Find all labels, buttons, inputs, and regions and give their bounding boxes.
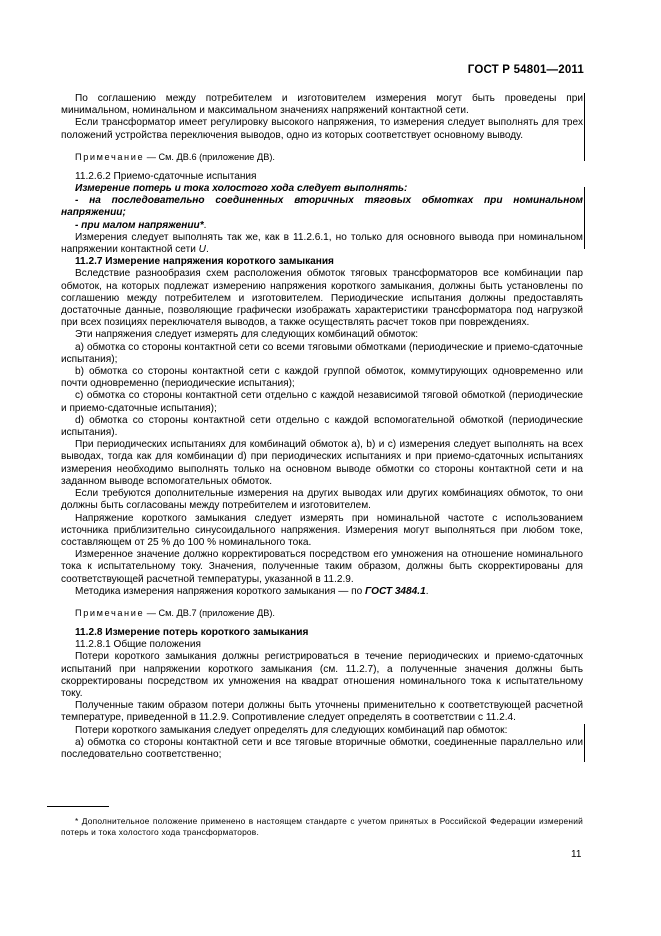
punctuation: . [425,585,429,597]
paragraph: При периодических испытаниях для комбинаций обмоток а), b) и с) измерения следует выполнять на всех выводах, тогда как для комбинации d) при периодических испытаниях и при приемо-сдаточных испытаниях измерения необходимо выполнять только на основном выводе обмотки со стороны контактной сети и на заданном выводе вспомогательных обмоток. [61,439,583,487]
note-text: — См. ДВ.6 (приложение ДВ). [144,151,275,162]
variable-symbol: U [198,244,206,256]
paragraph-text: Методика измерения напряжения короткого замыкания — по [75,585,366,597]
change-bar [584,724,585,762]
section-heading: 11.2.7 Измерение напряжения короткого замыкания [75,256,334,268]
note-label: Примечание [75,151,145,162]
paragraph [61,232,583,256]
paragraph: Вследствие разнообразия схем расположения обмоток тяговых трансформаторов все комбинации пар обмоток, на которых подлежат измерению напряжения короткого замыкания, должны быть установлены по соглашению между потребителем и изготовителем. Периодические испытания должны предоставлять достаточные данные, позволяющие графически изображать характеристики трансформатора под нагрузкой при всех позициях переключателя выводов, а также осуществлять расчет токов при повреждениях. [61,268,583,329]
document-header: ГОСТ Р 54801—2011 [467,64,584,76]
paragraph: Полученные таким образом потери должны быть уточнены применительно к соответствующей расчетной температуре, приведенной в 11.2.9. Сопротивление следует определять в соответствии с 11.2.4. [61,700,583,724]
punctuation: . [203,219,207,231]
paragraph: Эти напряжения следует измерять для следующих комбинаций обмоток: [75,329,419,341]
paragraph: Измеренное значение должно корректироваться посредством его умножения на отношение номинального тока к испытательному току. Значения, полученные таким образом, должны быть скорректированы для соответствующей расчетной температуры, указанной в 11.2.9. [61,549,583,585]
page-number: 11 [571,849,582,860]
paragraph: Измерение потерь и тока холостого хода следует выполнять: [75,183,408,195]
footnote-separator [47,806,109,807]
paragraph: По соглашению между потребителем и изготовителем измерения могут быть проведены при минимальном, номинальном и максимальном значениях напряжений контактной сети. [61,93,583,117]
section-heading: 11.2.8 Измерение потерь короткого замыкания [75,626,309,638]
paragraph: Напряжение короткого замыкания следует измерять при номинальной частоте с использованием источника приблизительно синусоидального напряжения. Измерения могут выполняться при любом токе, составляющем от 25 % до 100 % номинального тока. [61,512,583,548]
paragraph: Если трансформатор имеет регулировку высокого напряжения, то измерения следует выполнять для трех положений устройства переключения выводов, одно из которых соответствует основному выводу. [61,117,583,141]
punctuation: . [205,244,209,256]
page-body [61,93,583,761]
paragraph: Если требуются дополнительные измерения на других выводах или других комбинациях обмоток, то они должны быть согласованы между потребителем и изготовителем. [61,488,583,512]
note-text: — См. ДВ.7 (приложение ДВ). [144,607,275,618]
list-item-text: - при малом напряжении [75,219,200,231]
paragraph-text: Измерения следует выполнять так же, как в 11.2.6.1, но только для основного вывода при номинальном напряжении контактной сети [61,231,583,256]
list-item: c) обмотка со стороны контактной сети отдельно с каждой независимой тяговой обмоткой (периодические и приемо-сдаточные испытания); [61,390,583,414]
paragraph: Потери короткого замыкания следует определять для следующих комбинаций пар обмоток: [75,724,508,736]
footnote: * Дополнительное положение применено в настоящем стандарте с учетом принятых в Российской Федерации измерений потерь и тока холостого хода трансформаторов. [61,816,583,837]
list-item: а) обмотка со стороны контактной сети и все тяговые вторичные обмотки, соединенные параллельно или последовательно соответственно; [61,736,583,760]
note [61,608,583,619]
note-label: Примечание [75,607,145,618]
paragraph: Потери короткого замыкания должны регистрироваться в течение периодических и приемо-сдаточных испытаний при напряжении короткого замыкания (см. 11.2.7), а полученные значения должны быть скорректированы посредством их умножения на квадрат отношения номинального тока к испытательному току. [61,651,583,699]
subsection-heading: 11.2.6.2 Приемо-сдаточные испытания [75,170,257,182]
list-item: b) обмотка со стороны контактной сети с каждой группой обмоток, коммутирующих одновременно или почти одновременно (периодические испытания); [61,366,583,390]
list-item: а) обмотка со стороны контактной сети со всеми тяговыми обмотками (периодические и приемо-сдаточные испытания); [61,341,583,365]
standard-reference: ГОСТ 3484.1 [365,585,426,597]
change-bar [584,93,585,161]
footnote-marker: * [199,219,204,231]
subsection-heading: 11.2.8.1 Общие положения [75,639,201,651]
paragraph [61,586,583,598]
note [61,152,583,163]
list-item: d) обмотка со стороны контактной сети отдельно с каждой вспомогательной обмоткой (периодические испытания). [61,414,583,439]
list-item: - на последовательно соединенных вторичных тяговых обмотках при номинальном напряжении; [61,195,583,219]
list-item [61,220,583,232]
change-bar [584,187,585,249]
